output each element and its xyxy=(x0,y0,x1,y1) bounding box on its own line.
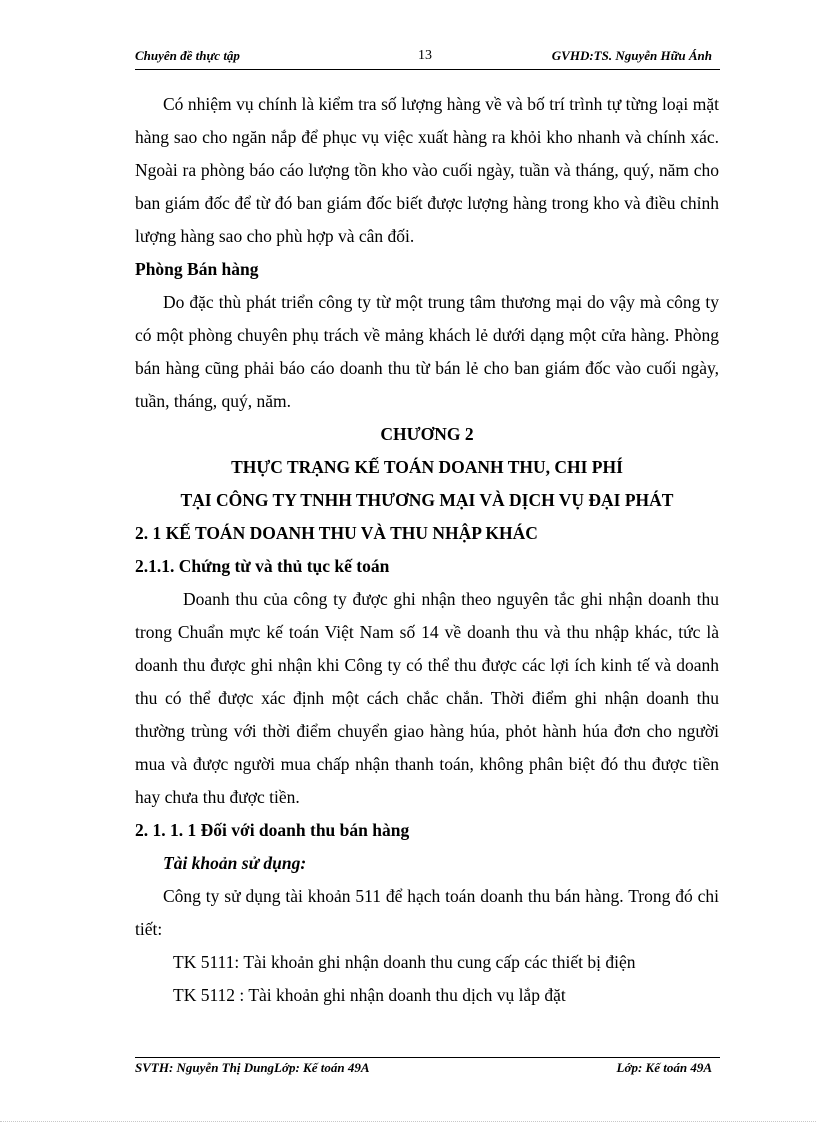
section-heading-2-1-1-1: 2. 1. 1. 1 Đối với doanh thu bán hàng xyxy=(135,820,410,840)
section-heading-2-1: 2. 1 KẾ TOÁN DOANH THU VÀ THU NHẬP KHÁC xyxy=(135,523,538,543)
footer-student: SVTH: Nguyễn Thị DungLớp: Kế toán 49A xyxy=(135,1060,370,1075)
footer-divider xyxy=(135,1057,720,1058)
chapter-title-line-2: TẠI CÔNG TY TNHH THƯƠNG MẠI VÀ DỊCH VỤ ĐẠI PHÁT xyxy=(180,490,674,510)
header-course-title: Chuyên đề thực tập xyxy=(135,48,240,63)
document-body xyxy=(135,88,719,1012)
account-tk5112: TK 5112 : Tài khoản ghi nhận doanh thu dịch vụ lắp đặt xyxy=(173,985,566,1005)
heading-accounts-used: Tài khoản sử dụng: xyxy=(163,853,307,873)
page-header xyxy=(135,48,720,68)
paragraph-revenue-recognition: Doanh thu của công ty được ghi nhận theo nguyên tắc ghi nhận doanh thu trong Chuẩn mực kế toán Việt Nam số 14 về doanh thu và thu nhập khác, tức là doanh thu được ghi nhận khi Công ty có thể thu được các lợi ích kinh tế và doanh thu có thể được xác định một cách chắc chắn. Thời điểm ghi nhận doanh thu thường trùng với thời điểm chuyển giao hàng húa, phỏt hành húa đơn cho người mua và được người mua chấp nhận thanh toán, không phân biệt đó thu được tiền hay chưa thu được tiền. xyxy=(135,589,719,807)
header-supervisor: GVHD:TS. Nguyễn Hữu Ánh xyxy=(551,48,712,63)
header-divider xyxy=(135,69,720,70)
paragraph-warehouse-duties: Có nhiệm vụ chính là kiểm tra số lượng hàng về và bố trí trình tự từng loại mặt hàng sao cho ngăn nắp để phục vụ việc xuất hàng ra khỏi kho nhanh và chính xác. Ngoài ra phòng báo cáo lượng tồn kho vào cuối ngày, tuần và tháng, quý, năm cho ban giám đốc để từ đó ban giám đốc biết được lượng hàng trong kho và điều chỉnh lượng hàng sao cho phù hợp và cân đối. xyxy=(135,94,719,246)
paragraph-sales-department: Do đặc thù phát triển công ty từ một trung tâm thương mại do vậy mà công ty có một phòng chuyên phụ trách về mảng khách lẻ dưới dạng một cửa hàng. Phòng bán hàng cũng phải báo cáo doanh thu từ bán lẻ cho ban giám đốc vào cuối ngày, tuần, tháng, quý, năm. xyxy=(135,292,719,411)
account-tk5111: TK 5111: Tài khoản ghi nhận doanh thu cung cấp các thiết bị điện xyxy=(173,952,636,972)
chapter-number: CHƯƠNG 2 xyxy=(380,424,474,444)
chapter-title-line-1: THỰC TRẠNG KẾ TOÁN DOANH THU, CHI PHÍ xyxy=(231,457,623,477)
heading-sales-department: Phòng Bán hàng xyxy=(135,259,259,279)
page-bottom-edge xyxy=(0,1121,816,1122)
section-heading-2-1-1: 2.1.1. Chứng từ và thủ tục kế toán xyxy=(135,556,390,576)
paragraph-account-511: Công ty sử dụng tài khoản 511 để hạch toán doanh thu bán hàng. Trong đó chi tiết: xyxy=(135,886,719,939)
page-footer xyxy=(135,1060,720,1080)
page-number: 13 xyxy=(418,48,432,63)
footer-class: Lớp: Kế toán 49A xyxy=(616,1060,712,1075)
